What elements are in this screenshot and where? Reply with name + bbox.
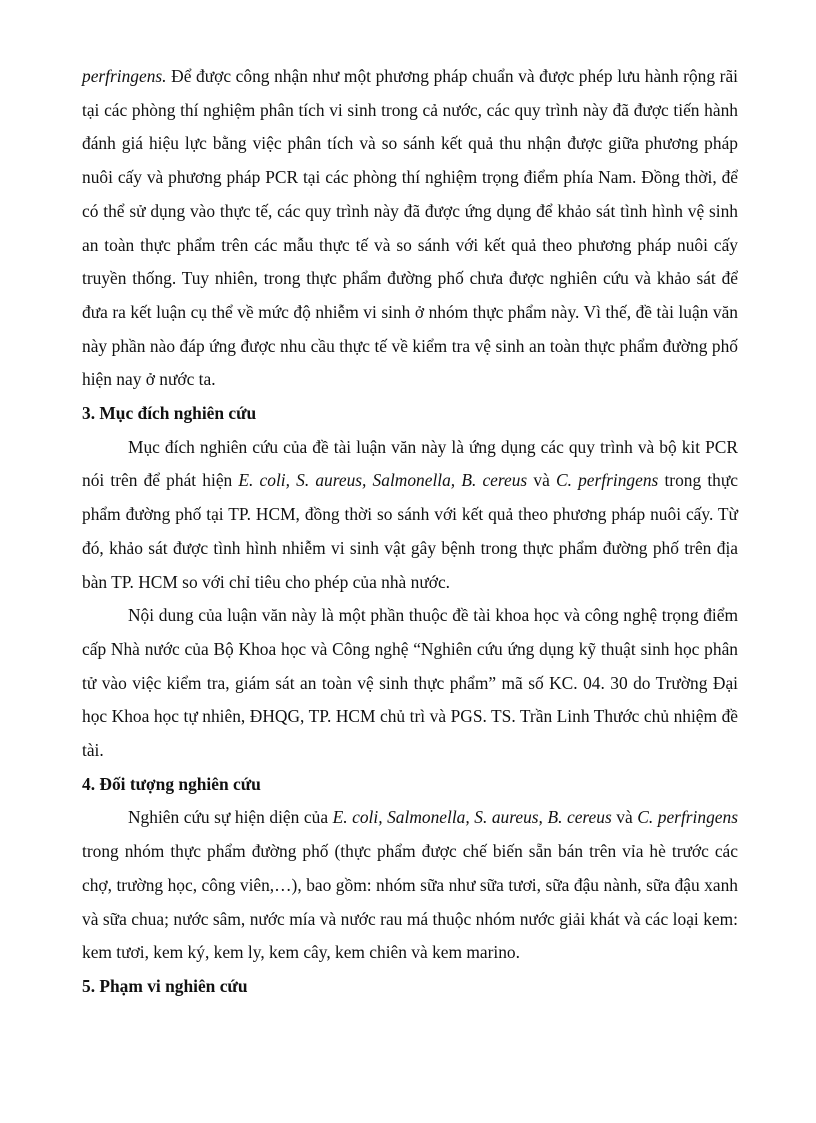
species-name: C. perfringens [555, 470, 659, 491]
intro-paragraph [82, 60, 738, 397]
section-4-heading: 4. Đối tượng nghiên cứu [82, 773, 261, 794]
document-page [82, 60, 738, 1004]
species-name: perfringens. [82, 66, 167, 86]
paragraph-text: và [611, 807, 638, 828]
paragraph-text: Nghiên cứu sự hiện diện của [128, 807, 333, 828]
paragraph-text: trong thực phẩm đường phố tại TP. HCM, đồng thời so sánh với kết quả theo phương pháp nuôi cấy. Từ đó, khảo sát được tình hình nhiễm vi sinh vật gây bệnh trong thực phẩm đường phố trên địa bàn TP. HCM so với chỉ tiêu cho phép của nhà nước. [82, 470, 739, 592]
paragraph-text: Mục đích nghiên cứu của đề tài luận văn này là ứng dụng các quy trình và bộ kit PCR nói trên để phát hiện [82, 436, 738, 491]
section-5-heading: 5. Phạm vi nghiên cứu [82, 975, 248, 996]
species-list: E. coli, Salmonella, S. aureus, B. cereus [332, 807, 612, 828]
section-3-paragraph-2: Nội dung của luận văn này là một phần thuộc đề tài khoa học và công nghệ trọng điểm cấp Nhà nước của Bộ Khoa học và Công nghệ “Nghiên cứu ứng dụng kỹ thuật sinh học phân tử vào việc kiểm tra, giám sát an toàn vệ sinh thực phẩm” mã số KC. 04. 30 do Trường Đại học Khoa học tự nhiên, ĐHQG, TP. HCM chủ trì và PGS. TS. Trần Linh Thước chủ nhiệm đề tài. [82, 605, 738, 761]
paragraph-text: trong nhóm thực phẩm đường phố (thực phẩm được chế biến sẵn bán trên vỉa hè trước các chợ, trường học, công viên,…), bao gồm: nhóm sữa như sữa tươi, sữa đậu nành, sữa đậu xanh và sữa chua; nước sâm, nước mía và nước rau má thuộc nhóm nước giải khát và các loại kem: kem tươi, kem ký, kem ly, kem cây, kem chiên và kem marino. [82, 841, 738, 963]
species-name: C. perfringens [637, 807, 738, 828]
species-list: E. coli, S. aureus, Salmonella, B. cereus [238, 470, 528, 491]
paragraph-text: và [527, 470, 556, 491]
section-3-heading: 3. Mục đích nghiên cứu [82, 403, 257, 424]
section-3-paragraph-1 [82, 431, 738, 600]
paragraph-text: Để được công nhận như một phương pháp chuẩn và được phép lưu hành rộng rãi tại các phòng thí nghiệm phân tích vi sinh trong cả nước, các quy trình này đã được tiến hành đánh giá hiệu lực bằng việc phân tích và so sánh kết quả thu nhận được giữa phương pháp nuôi cấy và phương pháp PCR tại các phòng thí nghiệm trọng điểm phía Nam. Đồng thời, để có thể sử dụng vào thực tế, các quy trình này đã được ứng dụng để khảo sát tình hình vệ sinh an toàn thực phẩm trên các mẫu thực tế và so sánh với kết quả theo phương pháp nuôi cấy truyền thống. Tuy nhiên, trong thực phẩm đường phố chưa được nghiên cứu và khảo sát để đưa ra kết luận cụ thể về mức độ nhiễm vi sinh ở nhóm thực phẩm này. Vì thế, đề tài luận văn này phần nào đáp ứng được nhu cầu thực tế về kiểm tra vệ sinh an toàn thực phẩm đường phố hiện nay ở nước ta. [82, 66, 738, 390]
section-4-paragraph-1 [82, 801, 738, 970]
